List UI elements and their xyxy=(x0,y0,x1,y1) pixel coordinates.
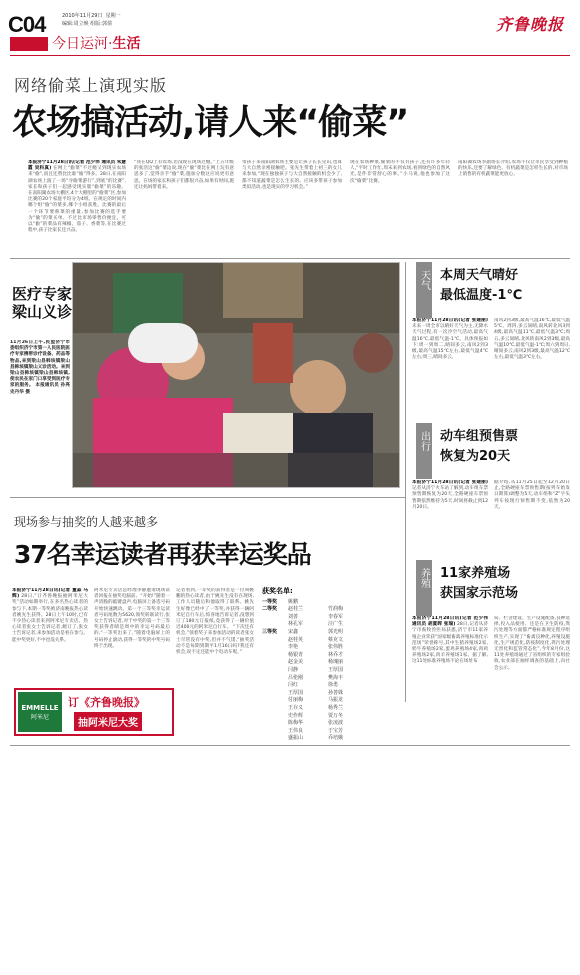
photo-credit: 本报通讯员 孙亮 史丹华 摄 xyxy=(10,383,70,395)
prize-level xyxy=(262,621,288,629)
farm-text-left: 28日,记者从济宁市畜牧兽医局获悉,济宁市11家养殖企业荣获“国家级畜禽养殖标准化示范场”荣誉称号,其中生猪养殖场2家,奶牛养殖场2家,蛋鸡养殖场4家,肉鸡养殖场2家,肉羊养殖场1家。据了解,这11处标准养殖场不论在场址布 xyxy=(412,622,488,665)
bottom-rule xyxy=(10,745,570,746)
lead-text-1: 在网上“偷菜”不过瘾又到现实农场来“偷”,而且还赞比比谁“偷”得多。28日,在南阳湖农场上演了一场“寻偷菜游行”,到底“的比赛”,家长和孩子们一起感受现实版“偷菜”的乐趣。 xyxy=(28,166,126,190)
winner-name: 陈梅华 xyxy=(288,720,304,727)
winner-name: 史作辉 xyxy=(288,712,304,719)
travel-col-2 xyxy=(494,480,570,548)
weather-tag-text: 天气 xyxy=(418,270,430,290)
winner-name: 王伟良 xyxy=(288,727,304,734)
lead-text-5: 现在农场种菜,偷菜的不仅有孩子,还有许多年轻人,“平时工作忙,周末来到农场,看到绿色的自然风光,是件非常舒心的事。”小马说,他也参加了这次“偷菜”比赛。 xyxy=(350,160,450,184)
winner-name: 赵桂兰 xyxy=(288,606,304,613)
winner-name: 杨银青 xyxy=(288,651,304,658)
winner-name: 闫静 xyxy=(288,666,299,673)
photo-caption-text: 11月26日上午,民盟济宁市委组织济宁市第一人民医院医疗专家携带诊疗设备、药品等物品,来到梁山县韩垓镇梁山县韩垓镇梁山义诊活动。来到梁山县韩垓镇梁山县韩垓镇,使农民在家门口享受到医疗专家的服务。 xyxy=(10,340,70,389)
prize-row xyxy=(262,659,402,667)
divider-2 xyxy=(10,497,405,498)
winner-name: 王厚国 xyxy=(328,666,344,673)
lead-text-6: 南阳湖农场李副场长介绍,农场不仅让市民享受到种植的快乐,还要了解绿色、有机蔬菜是怎样生长的,对市场上销售的有机蔬菜能更放心。 xyxy=(458,160,568,178)
winner-name: 竹润梅 xyxy=(328,606,344,613)
clinic-photo-image xyxy=(73,263,400,488)
prize-level xyxy=(262,728,288,736)
right-column-rule xyxy=(405,262,406,702)
divider-1 xyxy=(10,258,570,259)
ad-brand: EMMELLE xyxy=(21,704,59,712)
winner-name: 赵桂英 xyxy=(288,636,304,643)
winner-name: 汪广生 xyxy=(328,621,344,628)
weather-byline: 本报济宁11月28日讯(记者 张建丽) xyxy=(412,318,488,323)
winner-name: 杨秀兰 xyxy=(328,704,344,711)
lottery-text-3: 记者看到,一等奖的获得者是一位叫姚鹏的热心读者,由于姚先生没有在现场,工作人员随后和他取得了联系。姚先生好像已经中了一等奖,并获得一辆阿米尼自行车后,惊喜地告诉记者,没想到订了180元订报纸,竟获得了一辆价值近400元的阿米尼自行车。 xyxy=(176,588,254,631)
farm-text-right: 局、栏舍建设、生产设施配备,良种选择,投入品使用、还是在卫生防疫,粪污处理等方面都严格标准规定程序组织生产,实现了“畜禽良种化,养殖设施化,生产规范化,防疫制度化,粪污处理无害化和监管常态化”,今年8月份,这11处养殖场通过了省组织的专家组验收,农业部在抽样调查的基础上,向社会公示。 xyxy=(494,616,570,671)
promo-ad[interactable] xyxy=(14,688,174,736)
lottery-byline: 本报济宁11月28日讯(记者 董淼 马辉) xyxy=(12,588,88,600)
farm-headline-1: 11家养殖场 xyxy=(440,566,511,581)
lead-text-3: “我在QQ上有农场,但没现在现场过瘾。”上五年级的张浩这“偷”菜边说,现在“偷”菜比在网上玩有意思多了,觉得亲手“偷”菜,施加分数这应说更有意思。在场的家长和孩子们都很兴奋,如果有时间,施还让妈妈带着来。 xyxy=(134,160,234,190)
winner-name: 樊海丰 xyxy=(328,674,344,681)
travel-tag-text: 出行 xyxy=(418,431,430,451)
ad-line-2: 抽阿米尼大奖 xyxy=(74,712,142,731)
winner-name: 王存义 xyxy=(288,704,304,711)
lead-col-1 xyxy=(28,160,126,255)
travel-headline-1: 动车组预售票 xyxy=(440,429,519,444)
prize-level xyxy=(262,720,288,728)
weather-headline-2: 最低温度-1℃ xyxy=(440,288,523,303)
winner-name: 于宝芳 xyxy=(328,727,344,734)
winner-name: 贾万冬 xyxy=(328,712,344,719)
travel-col-1 xyxy=(412,480,488,548)
farm-col-1 xyxy=(412,616,488,746)
section-prefix: 今日运河· xyxy=(52,36,113,52)
lottery-col-3 xyxy=(176,588,254,733)
travel-tag xyxy=(416,423,432,479)
prize-rows xyxy=(262,599,402,743)
prize-level: 二等奖 xyxy=(262,606,278,613)
winner-name: 蔡克文 xyxy=(328,636,344,643)
editors-line: 编辑:周立焕 组版:郭倩 xyxy=(62,21,112,27)
travel-text-right: 据介绍,从11月25日起至12月20日止,全路硬座车票预售期(按列车始发日期算)调整为5天,动车组和“Z”字头列车按现行预售期不变,依然为20天。 xyxy=(494,480,570,510)
weather-headline-1: 本周天气晴好 xyxy=(440,268,519,283)
weather-col-1 xyxy=(412,318,488,428)
travel-byline: 本报济宁11月28日讯(记者 张建丽) xyxy=(412,480,488,485)
prize-row xyxy=(262,682,402,690)
farm-headline xyxy=(440,564,518,604)
section-suffix: 生活 xyxy=(112,36,141,52)
prize-level xyxy=(262,644,288,652)
prize-level xyxy=(262,697,288,705)
prize-level xyxy=(262,659,288,667)
ad-brand-block xyxy=(18,692,62,732)
winner-name: 张伟胜 xyxy=(328,644,344,651)
prize-row xyxy=(262,644,402,652)
prize-level xyxy=(262,713,288,721)
prize-level xyxy=(262,682,288,690)
weather-col-2 xyxy=(494,318,570,428)
weather-headline xyxy=(440,266,522,306)
masthead-rule xyxy=(10,55,570,56)
prize-level xyxy=(262,675,288,683)
winner-name: 马振龙 xyxy=(328,697,344,704)
prize-row xyxy=(262,705,402,713)
winner-name: 李艳 xyxy=(288,644,299,651)
farm-headline-2: 获国家示范场 xyxy=(440,586,519,601)
clinic-photo xyxy=(72,262,400,488)
winner-name: 林乔才 xyxy=(328,651,344,658)
farm-col-2 xyxy=(494,616,570,746)
winner-name: 付丽梅 xyxy=(288,697,304,704)
farm-tag xyxy=(416,560,432,616)
lead-byline: 本报济宁11月28日讯(记者 范少伟 通讯员 朱慧霞 吴科真) xyxy=(28,160,126,172)
weather-text-left: 未来一周全市以晴好天气为主,无降水天气过程,有一次冷空气活动,最高气温16℃,最低气温-1℃。具体预报如下:周一到周二,晴间多云,南风2到3级,最高气温15℃左右,最低气温4℃左右;周三,晴间多云, xyxy=(412,324,488,361)
lottery-text-4: “下次还有机会,”领着奖子来参加活动的读者张女士尽管没有中奖,但并不气馁,“抽奖活动不是每期到期平1月16日吗?我还有机会,说不定还能中个电动车呢。” xyxy=(176,625,254,656)
winner-name: 宋鑫 xyxy=(288,628,299,635)
prize-level xyxy=(262,614,288,622)
photo-story-title xyxy=(12,285,82,321)
photo-caption xyxy=(10,340,70,485)
prize-row xyxy=(262,667,402,675)
lottery-col-1 xyxy=(12,588,88,683)
lottery-text-1: 28日,“订齐鲁晚报抽阿米尼大奖”活动如期举行,在多名热心读者的参与下,本期一等奖被济南晚报热心读者姚先生获得。28日上午10时,已有不少热心读者来到阿米尼专卖店。热心读者张女士告诉记者,她订了,张女士告诉记者,来参加活动是看在参与。能中奖更好,不中也没关系。 xyxy=(12,594,88,643)
issue-date: 2010年11月29日 星期一 xyxy=(62,13,121,19)
section-bar xyxy=(10,37,48,51)
lead-col-2 xyxy=(134,160,234,255)
prize-list-title: 获奖名单: xyxy=(262,587,293,595)
page-number: C04 xyxy=(8,12,46,37)
ad-brand-sub: 阿米尼 xyxy=(30,714,49,721)
winner-name: 林孔军 xyxy=(288,621,304,628)
section-title xyxy=(52,33,140,53)
prize-level xyxy=(262,667,288,675)
winner-name: 孙善姝 xyxy=(328,689,344,696)
prize-level xyxy=(262,705,288,713)
winner-name: 乔培娥 xyxy=(328,735,344,742)
winner-name: 闫红 xyxy=(288,682,299,689)
prize-row xyxy=(262,735,402,743)
prize-level xyxy=(262,735,288,743)
lead-col-5 xyxy=(458,160,568,255)
winner-name: 杨瑰丽 xyxy=(328,659,344,666)
prize-level xyxy=(262,690,288,698)
winner-name: 张凌波 xyxy=(328,720,344,727)
farm-tag-text: 养殖 xyxy=(418,568,430,588)
lottery-kicker: 现场参与抽奖的人越来越多 xyxy=(14,515,159,529)
lead-col-3 xyxy=(242,160,342,255)
winner-name: 盛振山 xyxy=(288,735,304,742)
travel-headline-2: 恢复为20天 xyxy=(440,449,511,464)
winner-name: 赵金美 xyxy=(288,659,304,666)
prize-level: 一等奖 xyxy=(262,598,278,605)
winner-name: 王厚国 xyxy=(288,689,304,696)
prize-row xyxy=(262,675,402,683)
lottery-text-2: 阿米尼专卖店总经理李静邀请现场读者回报在抽奖电脑前。“开始!”随着一声清脆的敲键盘声,电脑屏上备选号码开始快速跳动。第一个三等奖幸运读者号码尾数为5620,领奖转联读行,张女士告诉记者,对于中奖的第一个三等奖获得者晴是周中的幸运号码最后的,“一等奖出来了,”随着电脑屏上的号码停止滚动,获得一等奖的中奖号码终于出现。 xyxy=(94,588,170,649)
winner-name: 李春军 xyxy=(328,613,344,620)
travel-text-left: 记者从济宁火车站了解到,动车组车票预售期恢复为20天,全路硬座车票预售期依然维持为5天,时间将截止到12月20日。 xyxy=(412,486,488,510)
prize-list xyxy=(262,587,402,742)
prize-row xyxy=(262,713,402,721)
masthead xyxy=(0,0,580,56)
photo-title-line-1: 医疗专家 xyxy=(12,285,73,303)
farm-byline: 本报济宁11月28日讯(记者 范少伟 通讯员 胡夏晖 张瑞) xyxy=(412,616,488,628)
ad-line-1: 订《齐鲁晚报》 xyxy=(68,696,145,709)
prize-row xyxy=(262,621,402,629)
paper-logo: 齐鲁晚报 xyxy=(496,15,565,34)
prize-row xyxy=(262,606,402,614)
winner-name: 姚鹏 xyxy=(288,598,299,605)
weather-tag xyxy=(416,262,432,318)
prize-row xyxy=(262,720,402,728)
travel-headline xyxy=(440,427,518,467)
lead-text-2a: 在南阳湖农场大棚区,4个大棚里的“偷菜”区,参加比赛的20个家庭平均分为4组。在规定的时间内哪个组“偷”的菜多,哪个小组获胜。比赛的最后一个环节要称菜的重量,参加比赛的选手要为“偷”的菜买单。不过比市场零售价便宜。可以“偷”的菜品有辣椒、茄子、香菜等,在比赛过程中,孩子比家长还兴奋。 xyxy=(28,191,126,234)
photo-title-line-2: 梁山义诊 xyxy=(12,303,73,321)
winner-name: 刘善 xyxy=(288,613,299,620)
weather-text-right: 南风2到3级,最高气温16℃,最低气温5℃。周四,多云间晴,南风转北风3到4级,最高气温11℃,最低气温3℃;周五,多云间晴,北风转南风2到3级,最高气温10℃,最低气温-1℃;周六到周日,晴间多云,南风2到3级,最高气温12℃左右,最低气温3℃左右。 xyxy=(494,318,570,361)
lottery-headline: 37名幸运读者再获幸运奖品 xyxy=(14,540,311,569)
winner-name: 吕伦刚 xyxy=(288,674,304,681)
prize-row xyxy=(262,697,402,705)
winner-name: 郭光明 xyxy=(328,628,344,635)
lead-kicker: 网络偷菜上演现实版 xyxy=(14,76,168,95)
lead-text-4: 带孩子来南阳湖农场主要是让孩子长长见识,也算与大自然亲密接触吧。张先生带着上初三的女儿来参加,“现在独独孩子与大自然接触的机会少了,都不知道蔬菜是怎么生长的。应该多带孩子参加类似活动,也是现实的学习机会。” xyxy=(242,160,342,190)
prize-level xyxy=(262,637,288,645)
winner-name: 徐勇 xyxy=(328,682,339,689)
lead-col-4 xyxy=(350,160,450,255)
prize-level xyxy=(262,652,288,660)
lead-headline: 农场搞活动,请人来“偷菜” xyxy=(12,103,409,143)
prize-level: 三等奖 xyxy=(262,628,278,635)
prize-row xyxy=(262,629,402,637)
